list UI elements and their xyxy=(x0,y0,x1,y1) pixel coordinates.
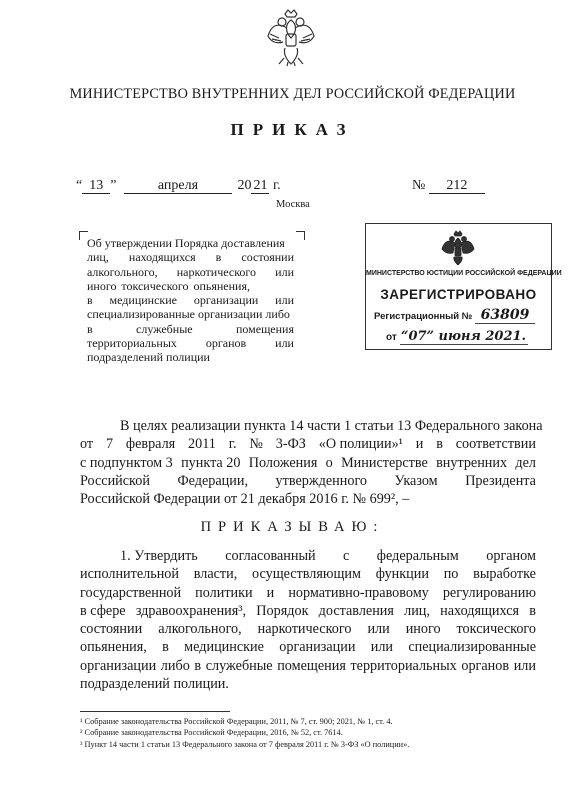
stamp-date-value: “07” июня 2021. xyxy=(400,329,527,344)
stamp-ministry: МИНИСТЕРСТВО ЮСТИЦИИ РОССИЙСКОЙ ФЕДЕРАЦИИ xyxy=(366,270,562,277)
order-subject xyxy=(87,236,294,365)
subject-corner-right xyxy=(296,231,305,240)
subject-line: специализированные организации либо xyxy=(87,307,290,322)
stamp-registered: ЗАРЕГИСТРИРОВАНО xyxy=(380,287,537,302)
stamp-reg-number-value: 63809 xyxy=(475,308,535,324)
subject-line: в служебные помещения xyxy=(87,321,294,336)
text-line: с подпунктом 3 пункта 20 Положения о Министерстве внутренних дел xyxy=(80,454,536,471)
subject-line: в медицинские организации или xyxy=(87,293,294,308)
subject-line: лиц, находящихся в состоянии xyxy=(87,250,294,265)
subject-line: алкогольного, наркотического или xyxy=(87,264,294,279)
text-line: Российской Федерации, утвержденного Указом Президента xyxy=(80,472,536,489)
item-1-paragraph xyxy=(80,547,536,693)
stamp-emblem-icon xyxy=(440,230,476,266)
preamble-paragraph xyxy=(80,417,543,508)
order-year-prefix: 20 xyxy=(237,178,252,193)
order-directive-word: ПРИКАЗЫВАЮ: xyxy=(200,519,385,535)
order-day: 13 xyxy=(82,178,110,194)
subject-line: территориальных органов или xyxy=(87,336,294,351)
order-year-unit: г. xyxy=(272,178,281,193)
number-sign: № xyxy=(412,178,426,193)
quote-close: ” xyxy=(110,178,117,193)
text-line: опьянения, в медицинские организации или специализированные xyxy=(80,639,536,656)
quote-open: “ xyxy=(76,178,83,193)
text-line: подразделений полиции. xyxy=(80,676,229,693)
subject-line: иного токсического опьянения, xyxy=(87,278,250,293)
text-line: Российской Федерации от 21 декабря 2016 г. № 699², – xyxy=(80,491,410,508)
footnote-3: ³ Пункт 14 части 1 статьи 13 Федерального закона от 7 февраля 2011 г. № 3-ФЗ «О полиции». xyxy=(80,739,410,749)
russian-coat-of-arms-icon xyxy=(265,8,317,68)
footnote-1: ¹ Собрание законодательства Российской Федерации, 2011, № 7, ст. 900; 2021, № 1, ст. 4. xyxy=(80,717,393,726)
order-number-value: 212 xyxy=(429,178,485,194)
order-title: ПРИКАЗ xyxy=(230,120,355,139)
text-line: исполнительной власти, осуществляющим функции по выработке xyxy=(80,566,536,583)
stamp-date: от “07” июня 2021. xyxy=(386,329,527,344)
text-line: В целях реализации пункта 14 части 1 статьи 13 Федерального закона xyxy=(120,418,543,434)
footnotes xyxy=(80,716,409,750)
ministry-name: МИНИСТЕРСТВО ВНУТРЕННИХ ДЕЛ РОССИЙСКОЙ ФЕДЕРАЦИИ xyxy=(69,86,516,102)
order-month: апреля xyxy=(124,178,232,194)
footnote-separator xyxy=(80,711,230,712)
order-number xyxy=(412,178,485,194)
text-line: от 7 февраля 2011 г. № 3-ФЗ «О полиции»¹ и в соответствии xyxy=(80,436,536,453)
text-line: организации либо в служебные помещения территориальных органов или xyxy=(80,657,536,674)
subject-line: Об утверждении Порядка доставления xyxy=(87,236,285,250)
text-line: состоянии алкогольного, наркотического или иного токсического xyxy=(80,621,536,638)
text-line: государственной политики и нормативно-правовому регулированию xyxy=(80,584,536,601)
order-date xyxy=(76,178,281,194)
stamp-reg-number: Регистрационный № 63809 xyxy=(374,308,535,324)
footnote-2: ² Собрание законодательства Российской Федерации, 2016, № 52, ст. 7614. xyxy=(80,728,343,738)
subject-line: подразделений полиции xyxy=(87,350,210,365)
order-year-suffix: 21 xyxy=(253,178,268,193)
text-line: в сфере здравоохранения³, Порядок доставления лиц, находящихся в xyxy=(80,602,536,619)
text-line: 1. Утвердить согласованный с федеральным органом xyxy=(120,548,536,564)
order-city: Москва xyxy=(276,199,310,210)
registration-stamp xyxy=(365,223,562,350)
